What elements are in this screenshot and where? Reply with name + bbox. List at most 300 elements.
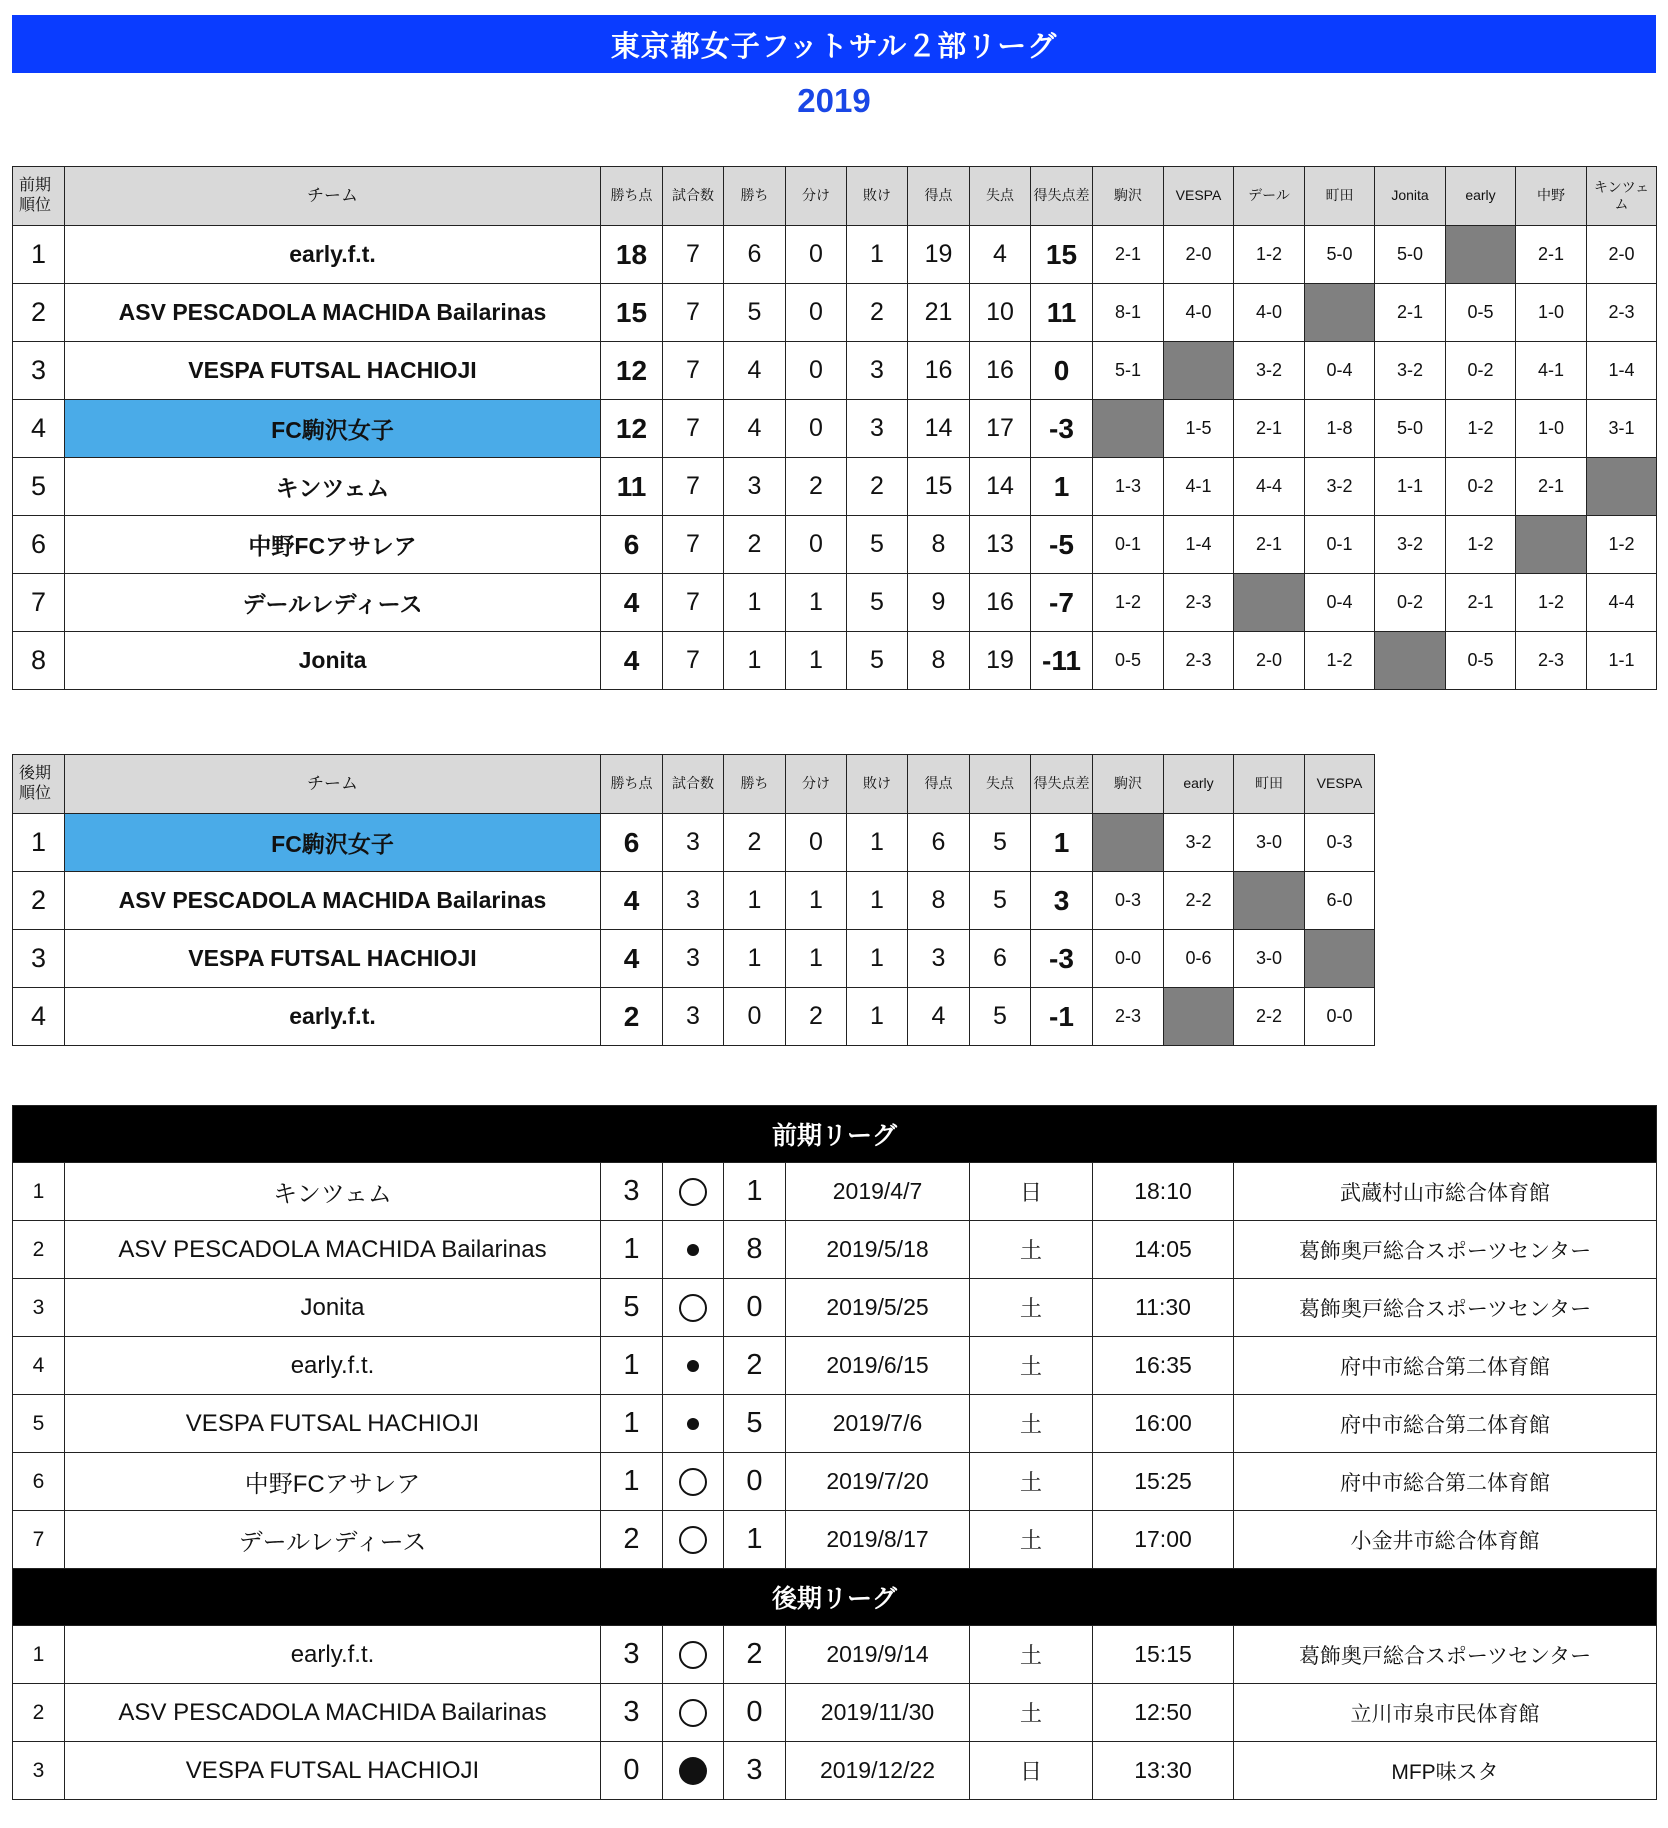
result-cell: 0-5 — [1093, 632, 1164, 690]
second-half-opponent-header: 駒沢 — [1093, 755, 1164, 814]
kickoff-time: 16:35 — [1093, 1337, 1234, 1395]
rank-cell: 6 — [13, 516, 65, 574]
stat-cell: 3 — [663, 988, 724, 1046]
schedule-section-title: 後期リーグ — [13, 1569, 1657, 1626]
result-cell: 3-0 — [1234, 930, 1305, 988]
first-half-column-header: 失点 — [970, 167, 1031, 226]
match-venue: 小金井市総合体育館 — [1234, 1511, 1657, 1569]
match-weekday: 土 — [970, 1453, 1093, 1511]
match-date: 2019/5/25 — [786, 1279, 970, 1337]
self-match-blank-cell — [1093, 400, 1164, 458]
first-half-header-row — [13, 167, 1657, 226]
first-half-opponent-header: 駒沢 — [1093, 167, 1164, 226]
second-half-opponent-header: VESPA — [1305, 755, 1375, 814]
goals-against: 2 — [724, 1626, 786, 1684]
result-cell: 1-8 — [1305, 400, 1375, 458]
match-venue: 葛飾奥戸総合スポーツセンター — [1234, 1626, 1657, 1684]
rank-cell: 2 — [13, 872, 65, 930]
goals-against: 2 — [724, 1337, 786, 1395]
stat-cell: 7 — [663, 516, 724, 574]
stat-cell: 7 — [663, 226, 724, 284]
result-cell: 5-1 — [1093, 342, 1164, 400]
result-win-icon — [679, 1699, 707, 1727]
stat-cell: 4 — [724, 400, 786, 458]
result-cell: 2-2 — [1164, 872, 1234, 930]
points-cell: 4 — [601, 632, 663, 690]
result-cell: 5-0 — [1375, 226, 1446, 284]
stat-cell: 16 — [908, 342, 970, 400]
kickoff-time: 13:30 — [1093, 1742, 1234, 1800]
stat-cell: 16 — [970, 342, 1031, 400]
team-name-cell: ASV PESCADOLA MACHIDA Bailarinas — [65, 872, 601, 930]
first-half-column-header: 得失点差 — [1031, 167, 1093, 226]
match-weekday: 土 — [970, 1279, 1093, 1337]
rank-header-line: 順位 — [19, 197, 52, 214]
second-half-column-header: 得失点差 — [1031, 755, 1093, 814]
stat-cell: 5 — [847, 632, 908, 690]
opponent-name: デールレディース — [65, 1511, 601, 1569]
first-half-rank-header — [13, 167, 65, 226]
stat-cell: 1 — [786, 632, 847, 690]
stat-cell: 2 — [724, 516, 786, 574]
stat-cell: 1 — [724, 872, 786, 930]
rank-cell: 7 — [13, 574, 65, 632]
result-cell: 2-2 — [1234, 988, 1305, 1046]
stat-cell: 13 — [970, 516, 1031, 574]
first-half-table-row — [13, 400, 1657, 458]
result-loss-small-icon — [687, 1418, 699, 1430]
result-cell: 4-0 — [1234, 284, 1305, 342]
result-loss-small-icon — [687, 1360, 699, 1372]
match-weekday: 日 — [970, 1163, 1093, 1221]
goals-for: 5 — [601, 1279, 663, 1337]
result-win-icon — [679, 1294, 707, 1322]
result-mark-cell — [663, 1163, 724, 1221]
kickoff-time: 18:10 — [1093, 1163, 1234, 1221]
stat-cell: 4 — [970, 226, 1031, 284]
match-date: 2019/12/22 — [786, 1742, 970, 1800]
result-win-icon — [679, 1178, 707, 1206]
result-cell: 2-3 — [1164, 574, 1234, 632]
first-half-opponent-header: 中野 — [1516, 167, 1587, 226]
match-number: 1 — [13, 1626, 65, 1684]
result-cell: 1-3 — [1093, 458, 1164, 516]
stat-cell: 6 — [908, 814, 970, 872]
second-half-table-row — [13, 814, 1375, 872]
stat-cell: 1 — [724, 930, 786, 988]
stat-cell: 2 — [786, 988, 847, 1046]
stat-cell: 5 — [970, 988, 1031, 1046]
result-cell: 2-1 — [1093, 226, 1164, 284]
self-match-blank-cell — [1587, 458, 1657, 516]
match-number: 2 — [13, 1684, 65, 1742]
stat-cell: 2 — [786, 458, 847, 516]
stat-cell: 5 — [847, 516, 908, 574]
goal-diff-cell: 0 — [1031, 342, 1093, 400]
result-cell: 4-1 — [1164, 458, 1234, 516]
goal-diff-cell: 1 — [1031, 458, 1093, 516]
match-venue: 葛飾奥戸総合スポーツセンター — [1234, 1221, 1657, 1279]
match-venue: 立川市泉市民体育館 — [1234, 1684, 1657, 1742]
stat-cell: 5 — [970, 872, 1031, 930]
first-half-column-header: 分け — [786, 167, 847, 226]
result-cell: 2-0 — [1164, 226, 1234, 284]
match-number: 2 — [13, 1221, 65, 1279]
stat-cell: 10 — [970, 284, 1031, 342]
match-row — [13, 1684, 1657, 1742]
second-half-column-header: 失点 — [970, 755, 1031, 814]
match-number: 3 — [13, 1279, 65, 1337]
self-match-blank-cell — [1164, 342, 1234, 400]
first-half-column-header: 試合数 — [663, 167, 724, 226]
points-cell: 4 — [601, 872, 663, 930]
points-cell: 11 — [601, 458, 663, 516]
opponent-name: early.f.t. — [65, 1337, 601, 1395]
goal-diff-cell: 11 — [1031, 284, 1093, 342]
self-match-blank-cell — [1093, 814, 1164, 872]
first-half-table-row — [13, 516, 1657, 574]
points-cell: 18 — [601, 226, 663, 284]
kickoff-time: 15:25 — [1093, 1453, 1234, 1511]
result-cell: 1-2 — [1446, 400, 1516, 458]
result-cell: 0-3 — [1093, 872, 1164, 930]
match-venue: 府中市総合第二体育館 — [1234, 1395, 1657, 1453]
first-half-opponent-header: Jonita — [1375, 167, 1446, 226]
result-win-icon — [679, 1468, 707, 1496]
stat-cell: 3 — [847, 400, 908, 458]
result-cell: 1-2 — [1093, 574, 1164, 632]
stat-cell: 3 — [724, 458, 786, 516]
self-match-blank-cell — [1375, 632, 1446, 690]
match-weekday: 日 — [970, 1742, 1093, 1800]
self-match-blank-cell — [1516, 516, 1587, 574]
team-name-cell: FC駒沢女子 — [65, 814, 601, 872]
second-half-column-header: 勝ち点 — [601, 755, 663, 814]
goal-diff-cell: -1 — [1031, 988, 1093, 1046]
goal-diff-cell: 3 — [1031, 872, 1093, 930]
stat-cell: 2 — [847, 458, 908, 516]
match-row — [13, 1626, 1657, 1684]
match-number: 3 — [13, 1742, 65, 1800]
stat-cell: 7 — [663, 342, 724, 400]
match-weekday: 土 — [970, 1221, 1093, 1279]
first-half-opponent-header: デール — [1234, 167, 1305, 226]
second-half-table-row — [13, 988, 1375, 1046]
result-mark-cell — [663, 1684, 724, 1742]
second-half-column-header: 勝ち — [724, 755, 786, 814]
match-weekday: 土 — [970, 1337, 1093, 1395]
stat-cell: 6 — [724, 226, 786, 284]
schedule-section-row — [13, 1569, 1657, 1626]
result-cell: 2-1 — [1375, 284, 1446, 342]
result-loss-icon — [679, 1757, 707, 1785]
second-half-opponent-header: early — [1164, 755, 1234, 814]
result-cell: 1-2 — [1516, 574, 1587, 632]
match-venue: MFP味スタ — [1234, 1742, 1657, 1800]
second-half-header-row — [13, 755, 1375, 814]
stat-cell: 8 — [908, 516, 970, 574]
second-half-column-header: 敗け — [847, 755, 908, 814]
stat-cell: 4 — [724, 342, 786, 400]
stat-cell: 7 — [663, 400, 724, 458]
result-mark-cell — [663, 1742, 724, 1800]
goals-against: 0 — [724, 1684, 786, 1742]
result-mark-cell — [663, 1337, 724, 1395]
team-name-cell: VESPA FUTSAL HACHIOJI — [65, 930, 601, 988]
stat-cell: 1 — [847, 814, 908, 872]
team-name-cell: キンツェム — [65, 458, 601, 516]
result-cell: 0-2 — [1446, 342, 1516, 400]
match-date: 2019/5/18 — [786, 1221, 970, 1279]
result-cell: 1-5 — [1164, 400, 1234, 458]
stat-cell: 14 — [908, 400, 970, 458]
kickoff-time: 14:05 — [1093, 1221, 1234, 1279]
stat-cell: 1 — [724, 574, 786, 632]
goals-for: 0 — [601, 1742, 663, 1800]
result-loss-small-icon — [687, 1244, 699, 1256]
result-cell: 1-1 — [1587, 632, 1657, 690]
match-date: 2019/7/20 — [786, 1453, 970, 1511]
goal-diff-cell: 1 — [1031, 814, 1093, 872]
stat-cell: 1 — [847, 930, 908, 988]
stat-cell: 1 — [724, 632, 786, 690]
result-cell: 3-2 — [1305, 458, 1375, 516]
result-cell: 0-2 — [1446, 458, 1516, 516]
first-half-column-header: チーム — [65, 167, 601, 226]
second-half-column-header: 分け — [786, 755, 847, 814]
result-cell: 2-1 — [1516, 226, 1587, 284]
first-half-standings-table — [12, 166, 1657, 690]
goals-for: 1 — [601, 1221, 663, 1279]
points-cell: 15 — [601, 284, 663, 342]
result-cell: 2-3 — [1587, 284, 1657, 342]
stat-cell: 19 — [970, 632, 1031, 690]
points-cell: 4 — [601, 930, 663, 988]
stat-cell: 4 — [908, 988, 970, 1046]
goals-against: 1 — [724, 1163, 786, 1221]
result-cell: 0-0 — [1093, 930, 1164, 988]
goals-against: 3 — [724, 1742, 786, 1800]
team-name-cell: ASV PESCADOLA MACHIDA Bailarinas — [65, 284, 601, 342]
goals-for: 2 — [601, 1511, 663, 1569]
goals-against: 0 — [724, 1279, 786, 1337]
result-win-icon — [679, 1641, 707, 1669]
self-match-blank-cell — [1164, 988, 1234, 1046]
rank-cell: 4 — [13, 988, 65, 1046]
result-cell: 2-3 — [1516, 632, 1587, 690]
points-cell: 2 — [601, 988, 663, 1046]
result-cell: 1-1 — [1375, 458, 1446, 516]
stat-cell: 8 — [908, 872, 970, 930]
result-cell: 0-5 — [1446, 632, 1516, 690]
goals-against: 5 — [724, 1395, 786, 1453]
goal-diff-cell: -7 — [1031, 574, 1093, 632]
stat-cell: 9 — [908, 574, 970, 632]
result-cell: 2-1 — [1446, 574, 1516, 632]
goals-for: 1 — [601, 1337, 663, 1395]
result-cell: 3-1 — [1587, 400, 1657, 458]
match-venue: 府中市総合第二体育館 — [1234, 1453, 1657, 1511]
team-name-cell: early.f.t. — [65, 226, 601, 284]
stat-cell: 7 — [663, 284, 724, 342]
result-cell: 3-2 — [1375, 342, 1446, 400]
match-date: 2019/6/15 — [786, 1337, 970, 1395]
stat-cell: 0 — [786, 284, 847, 342]
rank-header-line: 順位 — [19, 785, 52, 802]
stat-cell: 1 — [786, 930, 847, 988]
match-venue: 葛飾奥戸総合スポーツセンター — [1234, 1279, 1657, 1337]
goals-for: 3 — [601, 1626, 663, 1684]
match-number: 7 — [13, 1511, 65, 1569]
result-cell: 4-4 — [1234, 458, 1305, 516]
schedule-section-title: 前期リーグ — [13, 1106, 1657, 1163]
result-mark-cell — [663, 1511, 724, 1569]
kickoff-time: 17:00 — [1093, 1511, 1234, 1569]
result-cell: 1-0 — [1516, 284, 1587, 342]
stat-cell: 0 — [786, 516, 847, 574]
goal-diff-cell: -5 — [1031, 516, 1093, 574]
stat-cell: 6 — [970, 930, 1031, 988]
self-match-blank-cell — [1446, 226, 1516, 284]
result-mark-cell — [663, 1626, 724, 1684]
opponent-name: early.f.t. — [65, 1626, 601, 1684]
match-date: 2019/11/30 — [786, 1684, 970, 1742]
match-number: 5 — [13, 1395, 65, 1453]
rank-cell: 2 — [13, 284, 65, 342]
match-date: 2019/9/14 — [786, 1626, 970, 1684]
result-cell: 2-0 — [1587, 226, 1657, 284]
schedule-section-row — [13, 1106, 1657, 1163]
team-name-cell: FC駒沢女子 — [65, 400, 601, 458]
stat-cell: 1 — [786, 872, 847, 930]
stat-cell: 7 — [663, 574, 724, 632]
result-cell: 0-4 — [1305, 574, 1375, 632]
stat-cell: 15 — [908, 458, 970, 516]
match-row — [13, 1395, 1657, 1453]
result-cell: 0-1 — [1305, 516, 1375, 574]
rank-cell: 3 — [13, 930, 65, 988]
points-cell: 12 — [601, 400, 663, 458]
match-venue: 武蔵村山市総合体育館 — [1234, 1163, 1657, 1221]
stat-cell: 8 — [908, 632, 970, 690]
second-half-column-header: 得点 — [908, 755, 970, 814]
result-cell: 5-0 — [1375, 400, 1446, 458]
goal-diff-cell: -3 — [1031, 930, 1093, 988]
points-cell: 6 — [601, 516, 663, 574]
stat-cell: 0 — [724, 988, 786, 1046]
first-half-table-row — [13, 574, 1657, 632]
league-title: 東京都女子フットサル２部リーグ — [610, 30, 1058, 63]
result-cell: 4-4 — [1587, 574, 1657, 632]
goals-against: 8 — [724, 1221, 786, 1279]
self-match-blank-cell — [1234, 872, 1305, 930]
result-cell: 3-2 — [1375, 516, 1446, 574]
result-cell: 0-3 — [1305, 814, 1375, 872]
result-cell: 3-2 — [1234, 342, 1305, 400]
kickoff-time: 12:50 — [1093, 1684, 1234, 1742]
stat-cell: 14 — [970, 458, 1031, 516]
stat-cell: 1 — [847, 872, 908, 930]
team-name-cell: early.f.t. — [65, 988, 601, 1046]
goals-against: 1 — [724, 1511, 786, 1569]
rank-cell: 1 — [13, 814, 65, 872]
match-venue: 府中市総合第二体育館 — [1234, 1337, 1657, 1395]
match-date: 2019/4/7 — [786, 1163, 970, 1221]
points-cell: 6 — [601, 814, 663, 872]
result-cell: 1-2 — [1587, 516, 1657, 574]
stat-cell: 0 — [786, 342, 847, 400]
stat-cell: 0 — [786, 814, 847, 872]
stat-cell: 0 — [786, 400, 847, 458]
result-win-icon — [679, 1526, 707, 1554]
stat-cell: 2 — [724, 814, 786, 872]
first-half-table-row — [13, 284, 1657, 342]
first-half-column-header: 敗け — [847, 167, 908, 226]
result-mark-cell — [663, 1453, 724, 1511]
result-cell: 1-4 — [1587, 342, 1657, 400]
stat-cell: 17 — [970, 400, 1031, 458]
stat-cell: 1 — [847, 226, 908, 284]
match-schedule-table — [12, 1105, 1657, 1800]
first-half-opponent-header: キンツェム — [1587, 167, 1657, 226]
stat-cell: 2 — [847, 284, 908, 342]
kickoff-time: 15:15 — [1093, 1626, 1234, 1684]
result-cell: 6-0 — [1305, 872, 1375, 930]
stat-cell: 7 — [663, 632, 724, 690]
first-half-column-header: 勝ち — [724, 167, 786, 226]
self-match-blank-cell — [1305, 930, 1375, 988]
stat-cell: 3 — [847, 342, 908, 400]
rank-cell: 1 — [13, 226, 65, 284]
first-half-column-header: 得点 — [908, 167, 970, 226]
result-cell: 5-0 — [1305, 226, 1375, 284]
result-cell: 1-4 — [1164, 516, 1234, 574]
result-cell: 2-3 — [1164, 632, 1234, 690]
first-half-column-header: 勝ち点 — [601, 167, 663, 226]
league-title-banner — [12, 15, 1656, 73]
goal-diff-cell: -3 — [1031, 400, 1093, 458]
points-cell: 4 — [601, 574, 663, 632]
rank-cell: 5 — [13, 458, 65, 516]
match-row — [13, 1337, 1657, 1395]
match-row — [13, 1453, 1657, 1511]
second-half-column-header: 試合数 — [663, 755, 724, 814]
team-name-cell: 中野FCアサレア — [65, 516, 601, 574]
result-cell: 2-1 — [1234, 516, 1305, 574]
result-cell: 1-2 — [1446, 516, 1516, 574]
kickoff-time: 11:30 — [1093, 1279, 1234, 1337]
second-half-table-row — [13, 872, 1375, 930]
result-cell: 0-2 — [1375, 574, 1446, 632]
match-row — [13, 1221, 1657, 1279]
opponent-name: VESPA FUTSAL HACHIOJI — [65, 1742, 601, 1800]
second-half-table-row — [13, 930, 1375, 988]
first-half-table-row — [13, 458, 1657, 516]
season-year: 2019 — [797, 82, 871, 119]
goals-for: 3 — [601, 1163, 663, 1221]
stat-cell: 5 — [970, 814, 1031, 872]
result-cell: 2-1 — [1234, 400, 1305, 458]
team-name-cell: VESPA FUTSAL HACHIOJI — [65, 342, 601, 400]
result-cell: 1-0 — [1516, 400, 1587, 458]
stat-cell: 19 — [908, 226, 970, 284]
goals-for: 3 — [601, 1684, 663, 1742]
first-half-opponent-header: early — [1446, 167, 1516, 226]
stat-cell: 5 — [847, 574, 908, 632]
kickoff-time: 16:00 — [1093, 1395, 1234, 1453]
second-half-standings-table — [12, 754, 1375, 1046]
opponent-name: ASV PESCADOLA MACHIDA Bailarinas — [65, 1684, 601, 1742]
